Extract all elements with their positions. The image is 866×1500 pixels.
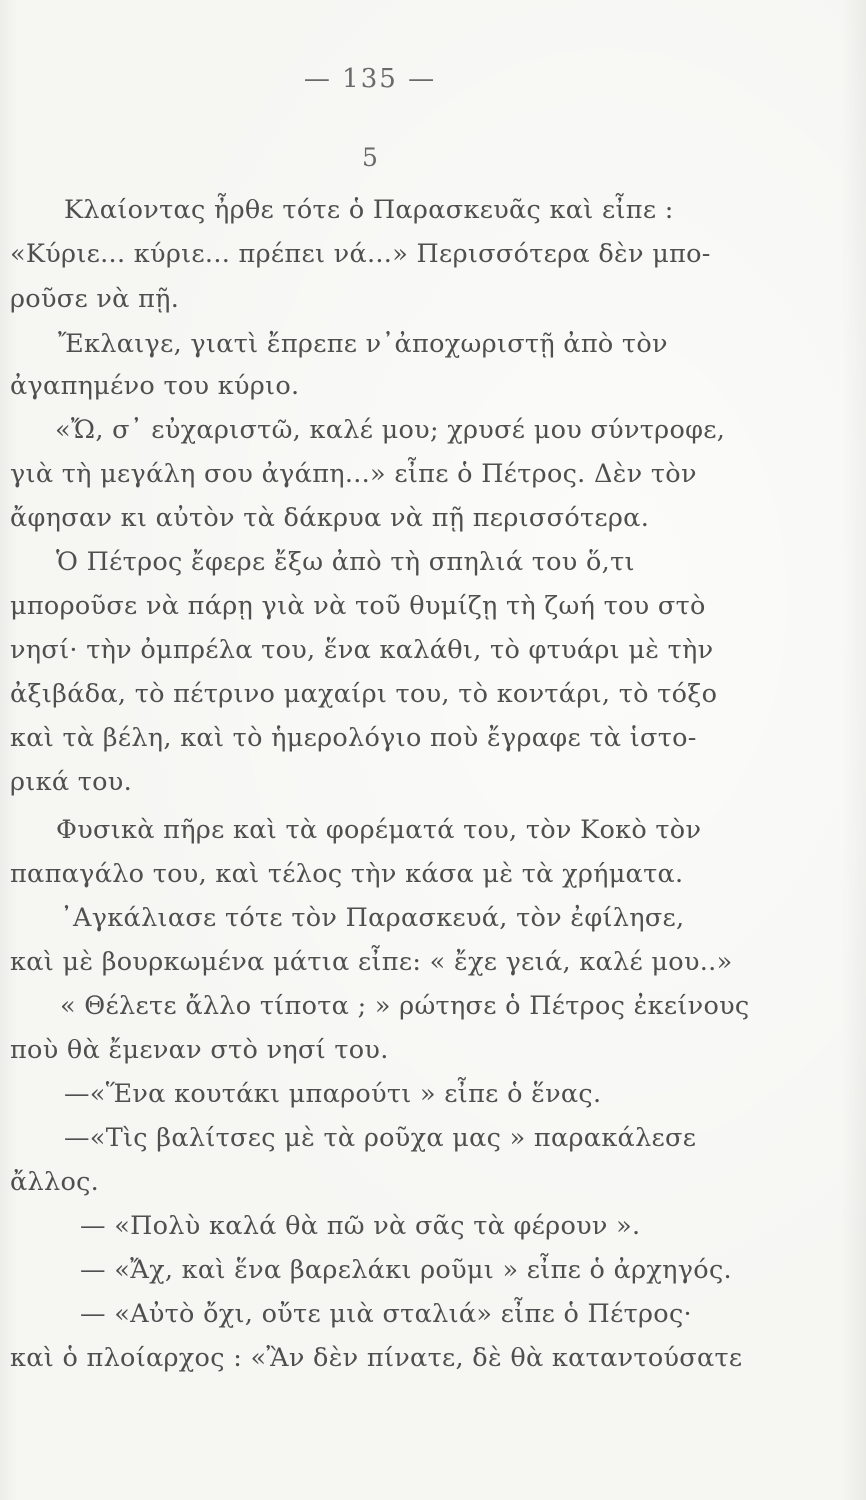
text-line: ἀγαπημένο του κύριο.: [10, 371, 300, 401]
text-line: ροῦσε νὰ πῇ.: [10, 284, 180, 314]
text-line: — «Αὐτὸ ὄχι, οὔτε μιὰ σταλιά» εἶπε ὁ Πέτρος·: [80, 1299, 692, 1329]
text-line: — «Ἄχ, καὶ ἕνα βαρελάκι ροῦμι » εἶπε ὁ ἀρχηγός.: [80, 1255, 732, 1285]
text-line: Κλαίοντας ἦρθε τότε ὁ Παρασκευᾶς καὶ εἶπε :: [64, 195, 674, 225]
text-line: «Κύριε... κύριε... πρέπει νά...» Περισσότερα δὲν μπο-: [10, 239, 711, 269]
text-line: ἀξιβάδα, τὸ πέτρινο μαχαίρι του, τὸ κοντάρι, τὸ τόξο: [10, 679, 718, 709]
text-line: ρικά του.: [10, 767, 133, 797]
text-line: ποὺ θὰ ἔμεναν στὸ νησί του.: [10, 1035, 389, 1065]
text-line: Ἔκλαιγε, γιατὶ ἔπρεπε ν᾿ἀποχωριστῇ ἀπὸ τὸν: [58, 329, 668, 359]
text-line: ἄλλος.: [10, 1167, 100, 1197]
text-line: Ὁ Πέτρος ἔφερε ἔξω ἀπὸ τὴ σπηλιά του ὅ,τι: [56, 547, 635, 577]
text-line: —«Ἕνα κουτάκι μπαρούτι » εἶπε ὁ ἕνας.: [64, 1079, 602, 1109]
text-line: — «Πολὺ καλά θὰ πῶ νὰ σᾶς τὰ φέρουν ».: [80, 1211, 641, 1241]
text-line: καὶ μὲ βουρκωμένα μάτια εἶπε: « ἔχε γειά, καλέ μου..»: [10, 947, 733, 977]
text-line: καὶ ὁ πλοίαρχος : «Ἂν δὲν πίνατε, δὲ θὰ καταντούσατε: [10, 1343, 743, 1373]
text-line: —«Τὶς βαλίτσες μὲ τὰ ροῦχα μας » παρακάλεσε: [64, 1123, 697, 1153]
chapter-number: 5: [362, 143, 378, 172]
text-line: παπαγάλο του, καὶ τέλος τὴν κάσα μὲ τὰ χρήματα.: [10, 859, 684, 889]
page-number: — 135 —: [303, 64, 437, 94]
text-line: ᾿Αγκάλιασε τότε τὸν Παρασκευά, τὸν ἐφίλησε,: [60, 903, 685, 933]
text-line: Φυσικὰ πῆρε καὶ τὰ φορέματά του, τὸν Κοκὸ τὸν: [56, 815, 702, 845]
text-line: καὶ τὰ βέλη, καὶ τὸ ἡμερολόγιο ποὺ ἔγραφε τὰ ἱστο-: [10, 723, 697, 753]
text-line: νησί· τὴν ὀμπρέλα του, ἕνα καλάθι, τὸ φτυάρι μὲ τὴν: [10, 635, 714, 665]
text-line: μποροῦσε νὰ πάρῃ γιὰ νὰ τοῦ θυμίζῃ τὴ ζωή του στὸ: [10, 591, 706, 621]
text-line: «Ὤ, σ᾿ εὐχαριστῶ, καλέ μου; χρυσέ μου σύντροφε,: [55, 415, 726, 445]
text-line: « Θέλετε ἄλλο τίποτα ; » ρώτησε ὁ Πέτρος ἐκείνους: [60, 991, 750, 1021]
text-line: ἄφησαν κι αὐτὸν τὰ δάκρυα νὰ πῇ περισσότερα.: [10, 503, 650, 533]
text-line: γιὰ τὴ μεγάλη σου ἀγάπη...» εἶπε ὁ Πέτρος. Δὲν τὸν: [10, 459, 697, 489]
